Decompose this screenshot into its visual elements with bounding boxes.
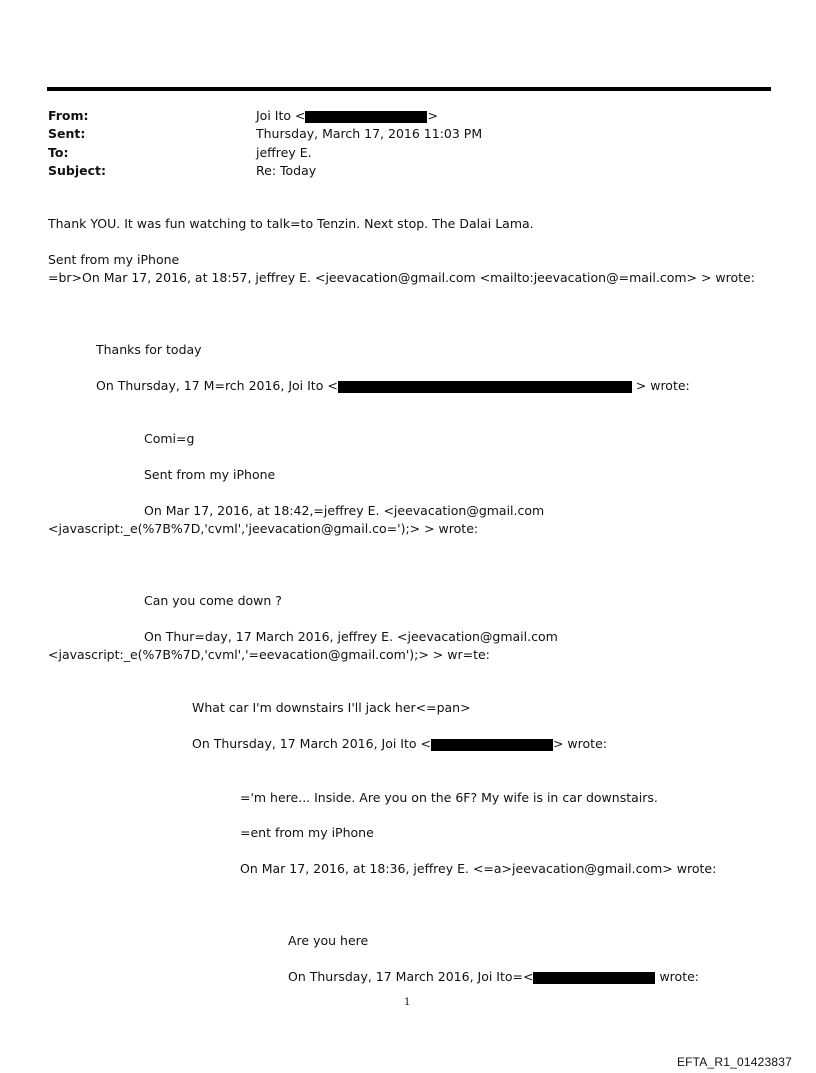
body-line: Thanks for today [96,342,202,357]
body-line: On Mar 17, 2016, at 18:36, jeffrey E. <=a>jeevacation@gmail.com> wrote: [240,861,717,876]
body-line-text: On Thursday, 17 M=rch 2016, Joi Ito < [96,378,338,393]
from-name: Joi Ito < [256,108,306,123]
body-line: Are you here [288,933,369,948]
to-value: jeffrey E. [256,145,312,160]
body-line: ='m here... Inside. Are you on the 6F? My wife is in car downstairs. [240,790,658,805]
redaction-box [338,381,632,393]
body-line-text: > wrote: [631,378,690,393]
from-label: From: [48,108,89,123]
subject-value: Re: Today [256,163,317,178]
body-line: <javascript:_e(%7B%7D,'cvml','jeevacation@gmail.co=');> > wrote: [48,521,479,536]
bates-number: EFTA_R1_01423837 [676,1055,792,1069]
body-line: What car I'm downstairs I'll jack her<=pan> [192,700,471,715]
header-rule [47,87,771,91]
redaction-box [533,972,655,984]
redaction-box [305,111,427,123]
from-name-end: > [427,108,438,123]
body-line: On Thur=day, 17 March 2016, jeffrey E. <jeevacation@gmail.com [144,629,558,644]
body-line [96,378,690,393]
body-line: Comi=g [144,431,195,446]
body-line: Can you come down ? [144,593,282,608]
body-line-text: wrote: [655,969,699,984]
to-label: To: [48,145,69,160]
body-line: =ent from my iPhone [240,825,374,840]
body-line [288,969,699,984]
body-line: Thank YOU. It was fun watching to talk=to Tenzin. Next stop. The Dalai Lama. [48,216,534,231]
body-line-text: On Thursday, 17 March 2016, Joi Ito=< [288,969,534,984]
body-line-text: On Thursday, 17 March 2016, Joi Ito < [192,736,431,751]
body-line: Sent from my iPhone [144,467,276,482]
sent-value: Thursday, March 17, 2016 11:03 PM [256,126,483,141]
body-line-text: > wrote: [552,736,607,751]
subject-label: Subject: [48,163,106,178]
body-line: =br>On Mar 17, 2016, at 18:57, jeffrey E. <jeevacation@gmail.com <mailto:jeevacation@=mail.com> > wrote: [48,270,755,285]
body-line: On Mar 17, 2016, at 18:42,=jeffrey E. <jeevacation@gmail.com [144,503,545,518]
page-number: 1 [404,997,411,1008]
sent-label: Sent: [48,126,86,141]
redaction-box [431,739,553,751]
body-line: <javascript:_e(%7B%7D,'cvml','=eevacation@gmail.com');> > wr=te: [48,647,490,662]
body-line: Sent from my iPhone [48,252,180,267]
from-value [256,108,438,123]
body-line [192,736,607,751]
